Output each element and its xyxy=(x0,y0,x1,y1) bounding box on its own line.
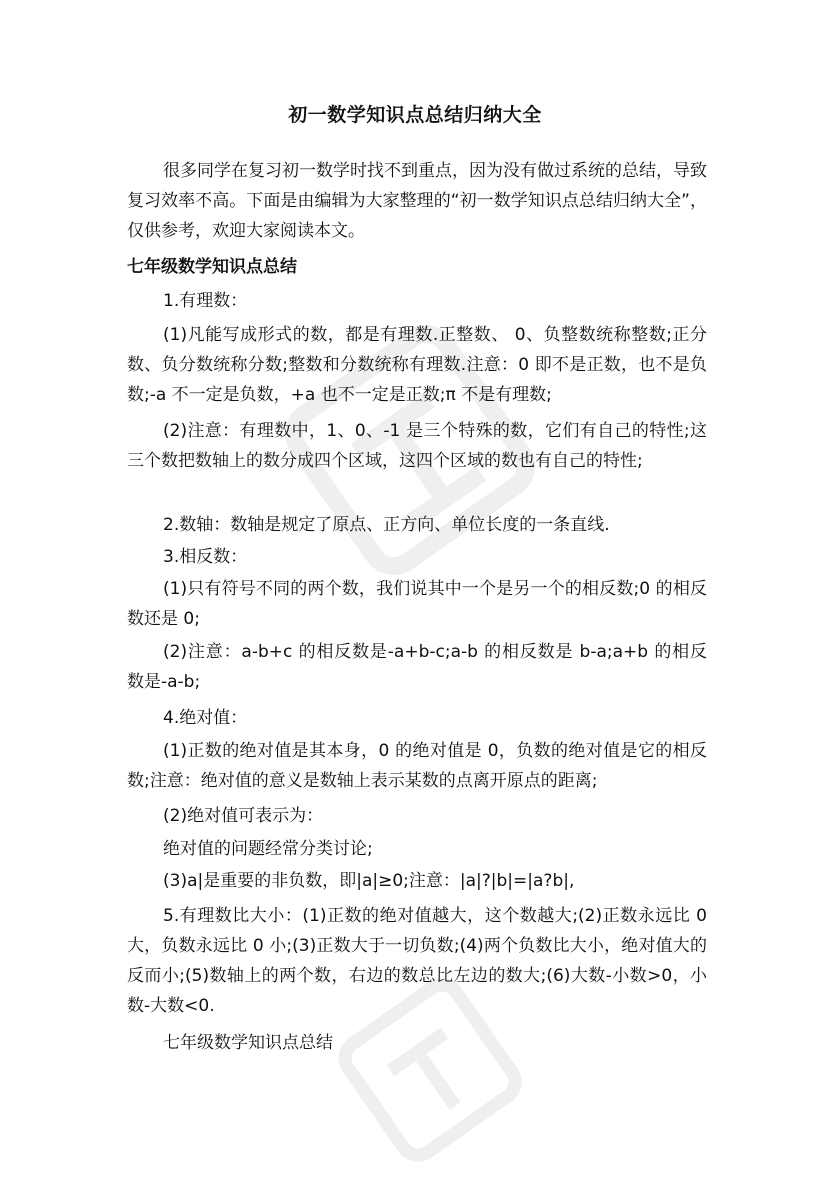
opposite-title: 3.相反数： xyxy=(163,547,248,567)
rational-title: 1.有理数： xyxy=(163,291,248,311)
abs-paragraph-3: (3)a|是重要的非负数，即|a|≥0;注意：|a|?|b|=|a?b|, xyxy=(163,871,575,891)
abs-note: 绝对值的问题经常分类讨论; xyxy=(163,839,373,859)
closing-line: 七年级数学知识点总结 xyxy=(163,1033,333,1053)
section-heading: 七年级数学知识点总结 xyxy=(127,257,297,277)
number-line-paragraph: 2.数轴：数轴是规定了原点、正方向、单位长度的一条直线. xyxy=(163,515,610,535)
opposite-paragraph-1: (1)只有符号不同的两个数，我们说其中一个是另一个的相反数;0 的相反数还是 0; xyxy=(127,579,707,629)
abs-paragraph-2: (2)绝对值可表示为： xyxy=(163,806,324,826)
rational-paragraph-1: (1)凡能写成形式的数，都是有理数.正整数、 0、负整数统称整数;正分数、负分数统称分数;整数和分数统称有理数.注意：0 即不是正数，也不是负数;-a 不一定是负数，+a 也不一定是正数;π 不是有理数; xyxy=(127,325,707,405)
rational-paragraph-2: (2)注意：有理数中，1、0、-1 是三个特殊的数，它们有自己的特性;这三个数把数轴上的数分成四个区域，这四个区域的数也有自己的特性; xyxy=(127,421,707,471)
document-title: 初一数学知识点总结归纳大全 xyxy=(288,104,542,126)
intro-paragraph: 很多同学在复习初一数学时找不到重点，因为没有做过系统的总结，导致复习效率不高。下面是由编辑为大家整理的“初一数学知识点总结归纳大全”，仅供参考，欢迎大家阅读本文。 xyxy=(127,161,707,241)
opposite-paragraph-2: (2)注意：a-b+c 的相反数是-a+b-c;a-b 的相反数是 b-a;a+b 的相反数是-a-b; xyxy=(127,642,707,692)
abs-paragraph-1: (1)正数的绝对值是其本身，0 的绝对值是 0，负数的绝对值是它的相反数;注意：绝对值的意义是数轴上表示某数的点离开原点的距离; xyxy=(127,741,707,791)
abs-title: 4.绝对值： xyxy=(163,708,248,728)
compare-paragraph: 5.有理数比大小：(1)正数的绝对值越大，这个数越大;(2)正数永远比 0 大，负数永远比 0 小;(3)正数大于一切负数;(4)两个负数比大小，绝对值大的反而小;(5)数轴上的两个数，右边的数总比左边的数大;(6)大数-小数>0，小数-大数<0. xyxy=(127,906,707,1016)
